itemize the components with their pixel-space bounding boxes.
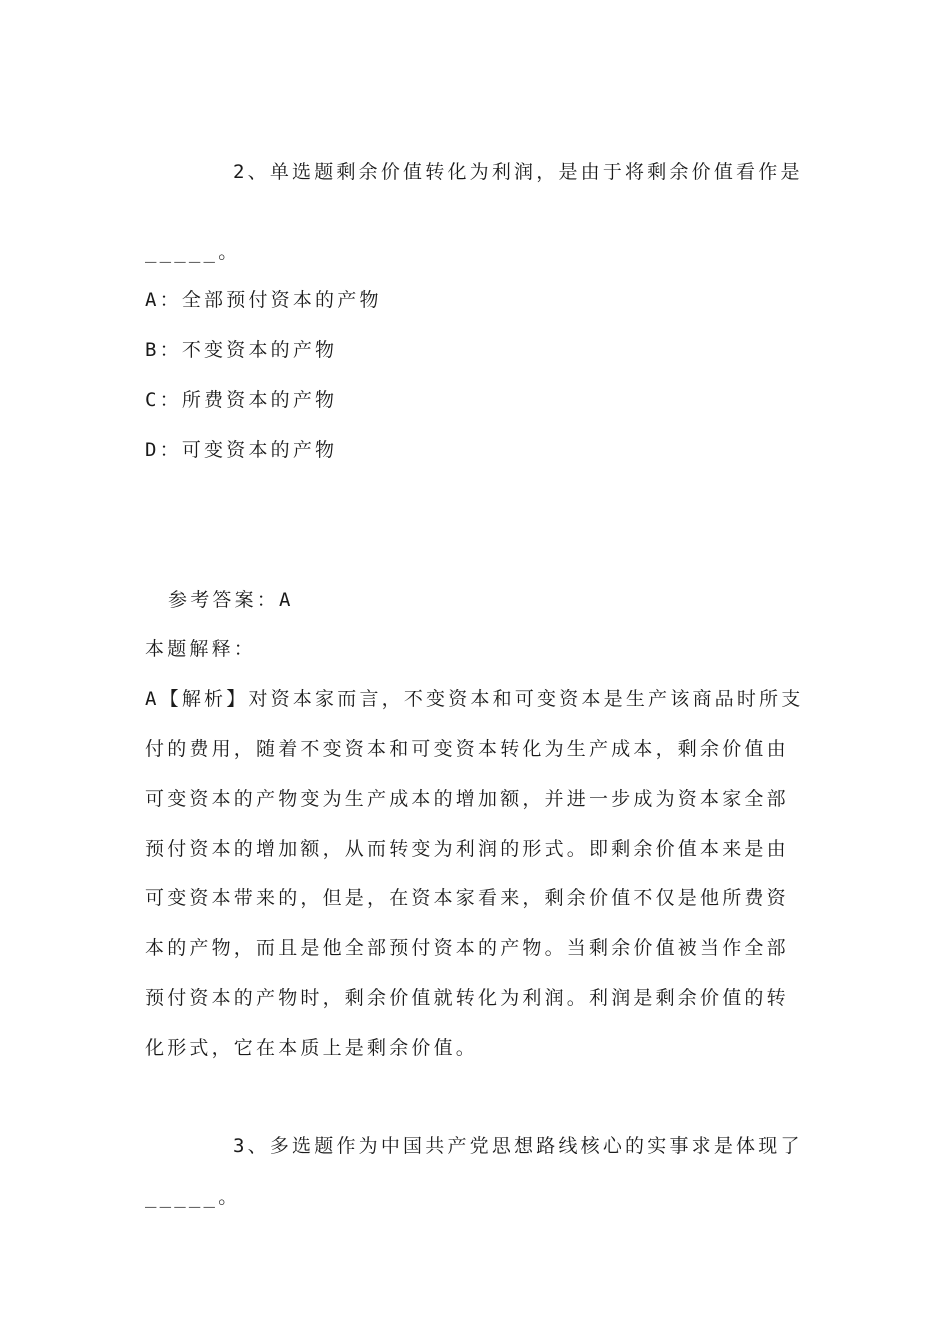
q2-explanation-line: 预付资本的产物时，剩余价值就转化为利润。利润是剩余价值的转 — [145, 987, 789, 1009]
q2-stem-blank: _____。 — [145, 241, 241, 263]
q2-stem-line1: 2、单选题剩余价值转化为利润，是由于将剩余价值看作是 — [233, 161, 803, 183]
q2-explanation-line: 化形式，它在本质上是剩余价值。 — [145, 1037, 479, 1059]
q2-explanation-label: 本题解释： — [145, 638, 257, 660]
q2-option-c: C：所费资本的产物 — [145, 389, 338, 411]
q3-stem-blank: _____。 — [145, 1186, 241, 1208]
q2-explanation-line: 付的费用，随着不变资本和可变资本转化为生产成本，剩余价值由 — [145, 738, 789, 760]
q3-stem-line1: 3、多选题作为中国共产党思想路线核心的实事求是体现了 — [233, 1135, 803, 1157]
q2-option-a: A：全部预付资本的产物 — [145, 289, 382, 311]
q2-explanation-line: 本的产物，而且是他全部预付资本的产物。当剩余价值被当作全部 — [145, 937, 789, 959]
q2-explanation-line: 可变资本的产物变为生产成本的增加额，并进一步成为资本家全部 — [145, 788, 789, 810]
q2-explanation-line: A【解析】对资本家而言，不变资本和可变资本是生产该商品时所支 — [145, 688, 804, 710]
q2-explanation-line: 预付资本的增加额，从而转变为利润的形式。即剩余价值本来是由 — [145, 838, 789, 860]
q2-explanation-line: 可变资本带来的，但是，在资本家看来，剩余价值不仅是他所费资 — [145, 887, 789, 909]
q2-option-b: B：不变资本的产物 — [145, 339, 338, 361]
q2-option-d: D：可变资本的产物 — [145, 439, 338, 461]
q2-answer: 参考答案：A — [168, 589, 294, 611]
